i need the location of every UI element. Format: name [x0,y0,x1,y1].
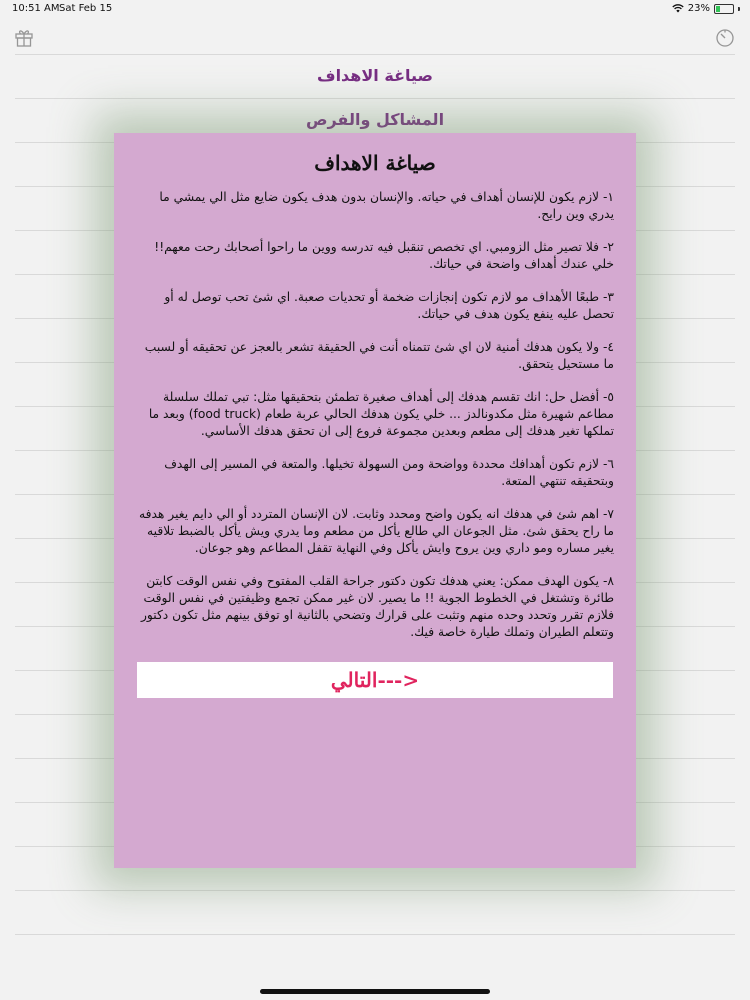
battery-percent: 23% [687,3,710,14]
paragraph-3: ٣- طبعًا الأهداف مو لازم تكون إنجازات ضخمة أو تحديات صعبة. اي شئ تحب توصل له أو تحصل عليه ينفع يكون هدف في حياتك. [164,290,614,321]
next-button[interactable]: التالي---> [137,662,613,698]
list-item-problems-opportunities[interactable]: المشاكل والفرص [305,110,445,129]
popup-title: صياغة الاهداف [314,151,436,175]
paragraph-6: ٦- لازم تكون أهدافك محددة وواضحة ومن السهولة تخيلها. والمتعة في المسير إلى الهدف وبتحقيقه تنتهي المتعة. [164,457,614,488]
paragraph-2: ٢- فلا تصير مثل الزومبي. اي تخصص تنقبل فيه تدرسه ووين ما راحوا أصحابك رحت معهم!! خلي عندك أهداف واضحة في حياتك. [154,240,614,271]
paragraph-7: ٧- اهم شئ في هدفك انه يكون واضح ومحدد وثابت. لان الإنسان المتردد أو الي دايم يغير هدفه ما راح يحقق شئ. مثل الجوعان الي طالع يأكل من مطعم وما يدري ويش يأكل بالضبط تلاقيه يغير مساره ومو داري وين يروح وايش يأكل وفي النهاية تقفل المطاعم وهو جوعان. [138,507,614,555]
popup-body [136,189,614,657]
status-time: 10:51 AM [12,3,60,14]
paragraph-4: ٤- ولا يكون هدفك أمنية لان اي شئ تتمناه أنت في الحقيقة تشعر بالعجز عن تحقيقه أو لسبب ما مستحيل يتحقق. [144,340,614,371]
home-indicator[interactable] [260,989,490,994]
paragraph-8: ٨- يكون الهدف ممكن: يعني هدفك تكون دكتور جراحة القلب المفتوح وفي نفس الوقت كابتن طائرة وتشتغل في الخطوط الجوية !! ما يصير. لان غير ممكن تجمع وظيفتين في نفس الوقت فلازم تقرر وتحدد وحده منهم وتثبت على قرارك وتضحي بالثانية او توفق بينهم مثل تكون دكتور وتتعلم الطيران وتملك طيارة خاصة فيك. [140,574,614,639]
goal-setting-popup [114,133,636,868]
paragraph-1: ١- لازم يكون للإنسان أهداف في حياته. والإنسان بدون هدف يكون ضايع مثل الي يمشي ما يدري وين رايح. [159,190,614,221]
status-date: Sat Feb 15 [59,3,113,14]
paragraph-5: ٥- أفضل حل: انك تقسم هدفك إلى أهداف صغيرة تطمئن بتحقيقها مثل: تبي تملك سلسلة مطاعم شهيرة مثل مكدونالدز ... خلي يكون هدفك الحالي عربة طعام (food truck) وبعد ما تملكها تغير هدفك إلى مطعم وبعدين مجموعة فروع إلى ان تحقق هدفك الأساسي. [148,390,614,438]
list-item-goal-setting[interactable]: صياغة الاهداف [316,66,433,85]
